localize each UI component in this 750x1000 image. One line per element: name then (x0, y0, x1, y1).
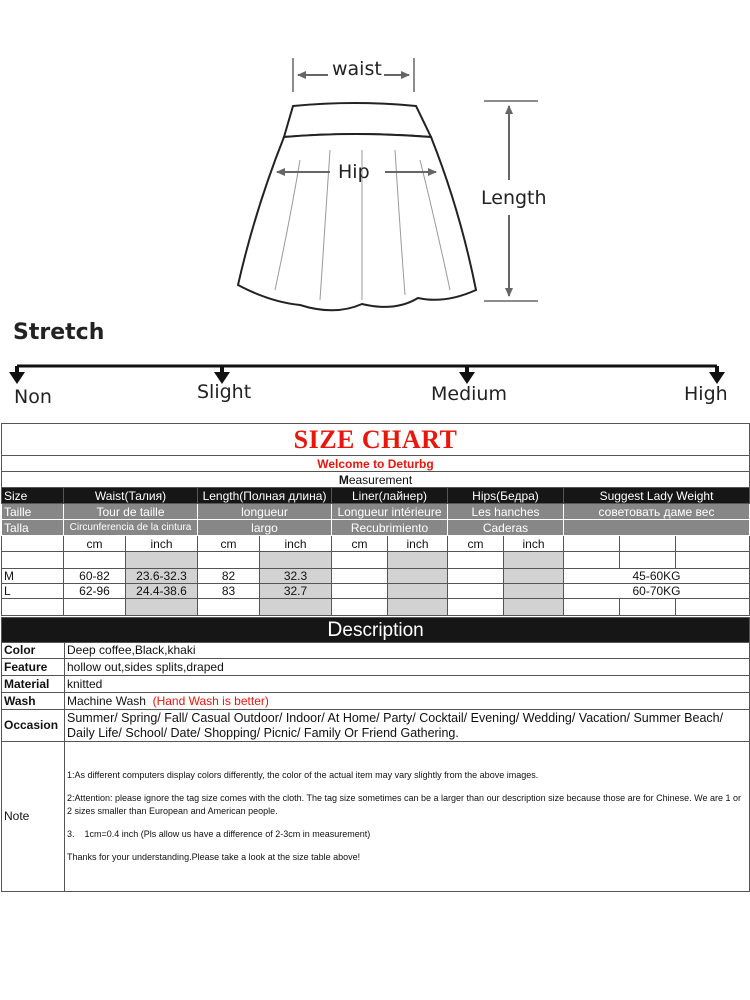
stretch-label: Stretch (13, 320, 105, 345)
unit-cm: cm (448, 536, 504, 552)
header-taille: Taille (2, 504, 64, 520)
header-hips: Hips(Бедра) (448, 488, 564, 504)
unit-cm: cm (332, 536, 388, 552)
material-value: knitted (65, 676, 750, 693)
note-item: 2:Attention: please ignore the tag size comes with the cloth. The tag size sometimes can be a larger than our description size because those are for Chinese. We are 1 or 2 sizes smaller than European and American people. (67, 793, 742, 816)
material-key: Material (2, 676, 65, 693)
stretch-level-high: High (684, 383, 728, 405)
units-row (2, 536, 750, 552)
waist-cm-cell: 62-96 (64, 584, 126, 599)
size-cell: M (2, 569, 64, 584)
size-chart-title-row (2, 424, 750, 456)
stretch-level-non: Non (14, 386, 52, 408)
description-table (1, 617, 750, 892)
length-inch-cell: 32.7 (260, 584, 332, 599)
color-row (2, 643, 750, 659)
wash-key: Wash (2, 693, 65, 710)
unit-blank (676, 536, 750, 552)
header-circunferencia: Circunferencia de la cintura (64, 520, 198, 536)
hip-label: Hip (338, 161, 370, 183)
description-heading-row (2, 618, 750, 643)
note-key: Note (2, 742, 65, 892)
header-les-hanches: Les hanches (448, 504, 564, 520)
occasion-row (2, 710, 750, 742)
wash-note: (Hand Wash is better) (152, 693, 269, 708)
unit-blank (564, 536, 620, 552)
header-longueur: longueur (198, 504, 332, 520)
spacer-row (2, 599, 750, 616)
measurement-heading: Measurement (2, 472, 750, 488)
liner-cm-cell (332, 569, 388, 584)
waist-inch-cell: 24.4-38.6 (126, 584, 198, 599)
length-cm-cell: 83 (198, 584, 260, 599)
header-row-spanish (2, 520, 750, 536)
note-value (65, 742, 750, 892)
note-item: 1:As different computers display colors differently, the color of the actual item may vary slightly from the above images. (67, 770, 539, 780)
header-liner: Liner(лайнер) (332, 488, 448, 504)
welcome-text: Welcome to Deturbg (2, 456, 750, 472)
unit-cm: cm (64, 536, 126, 552)
wash-value: Machine Wash (Hand Wash is better) (65, 693, 750, 710)
header-waist: Waist(Талия) (64, 488, 198, 504)
waistband-shape (284, 103, 431, 137)
hips-inch-cell (504, 584, 564, 599)
stretch-level-medium: Medium (431, 383, 507, 405)
header-row-french (2, 504, 750, 520)
length-cm-cell: 82 (198, 569, 260, 584)
unit-blank (2, 536, 64, 552)
weight-cell: 60-70KG (564, 584, 750, 599)
table-row (2, 569, 750, 584)
color-value: Deep coffee,Black,khaki (65, 643, 750, 659)
description-heading: Description (2, 618, 750, 643)
note-item: 3. 1cm=0.4 inch (Pls allow us have a difference of 2-3cm in measurement) (67, 829, 371, 839)
header-russian-weight: советовать даме вес (564, 504, 750, 520)
waist-inch-cell: 23.6-32.3 (126, 569, 198, 584)
occasion-key: Occasion (2, 710, 65, 742)
feature-row (2, 659, 750, 676)
liner-cm-cell (332, 584, 388, 599)
size-chart-title: SIZE CHART (2, 424, 750, 456)
waist-label: waist (332, 58, 382, 80)
header-longueur-interieure: Longueur intérieure (332, 504, 448, 520)
unit-blank (620, 536, 676, 552)
liner-inch-cell (388, 569, 448, 584)
feature-key: Feature (2, 659, 65, 676)
liner-inch-cell (388, 584, 448, 599)
unit-inch: inch (388, 536, 448, 552)
skirt-measurement-diagram (0, 0, 750, 420)
weight-cell: 45-60KG (564, 569, 750, 584)
unit-inch: inch (260, 536, 332, 552)
table-row (2, 584, 750, 599)
size-cell: L (2, 584, 64, 599)
material-row (2, 676, 750, 693)
header-recubrimiento: Recubrimiento (332, 520, 448, 536)
unit-cm: cm (198, 536, 260, 552)
note-item: Thanks for your understanding.Please take a look at the size table above! (67, 852, 361, 862)
size-chart-table (1, 423, 750, 616)
hips-inch-cell (504, 569, 564, 584)
wash-row (2, 693, 750, 710)
color-key: Color (2, 643, 65, 659)
header-row-english (2, 488, 750, 504)
measurement-row (2, 472, 750, 488)
header-tour-de-taille: Tour de taille (64, 504, 198, 520)
stretch-scale-arrows (9, 366, 725, 384)
header-largo: largo (198, 520, 332, 536)
unit-inch: inch (126, 536, 198, 552)
note-row (2, 742, 750, 892)
feature-value: hollow out,sides splits,draped (65, 659, 750, 676)
length-label: Length (481, 187, 547, 209)
header-weight: Suggest Lady Weight (564, 488, 750, 504)
header-size: Size (2, 488, 64, 504)
occasion-value: Summer/ Spring/ Fall/ Casual Outdoor/ Indoor/ At Home/ Party/ Cocktail/ Evening/ Wedding/ Vacation/ Summer Beach/ Daily Life/ School/ Date/ Shopping/ Picnic/ Family Or Friend Gathering. (65, 710, 750, 742)
welcome-row (2, 456, 750, 472)
hips-cm-cell (448, 569, 504, 584)
header-caderas: Caderas (448, 520, 564, 536)
header-length: Length(Полная длина) (198, 488, 332, 504)
length-inch-cell: 32.3 (260, 569, 332, 584)
spacer-row (2, 552, 750, 569)
header-talla: Talla (2, 520, 64, 536)
hips-cm-cell (448, 584, 504, 599)
header-empty (564, 520, 750, 536)
unit-inch: inch (504, 536, 564, 552)
stretch-level-slight: Slight (197, 381, 252, 403)
waist-cm-cell: 60-82 (64, 569, 126, 584)
